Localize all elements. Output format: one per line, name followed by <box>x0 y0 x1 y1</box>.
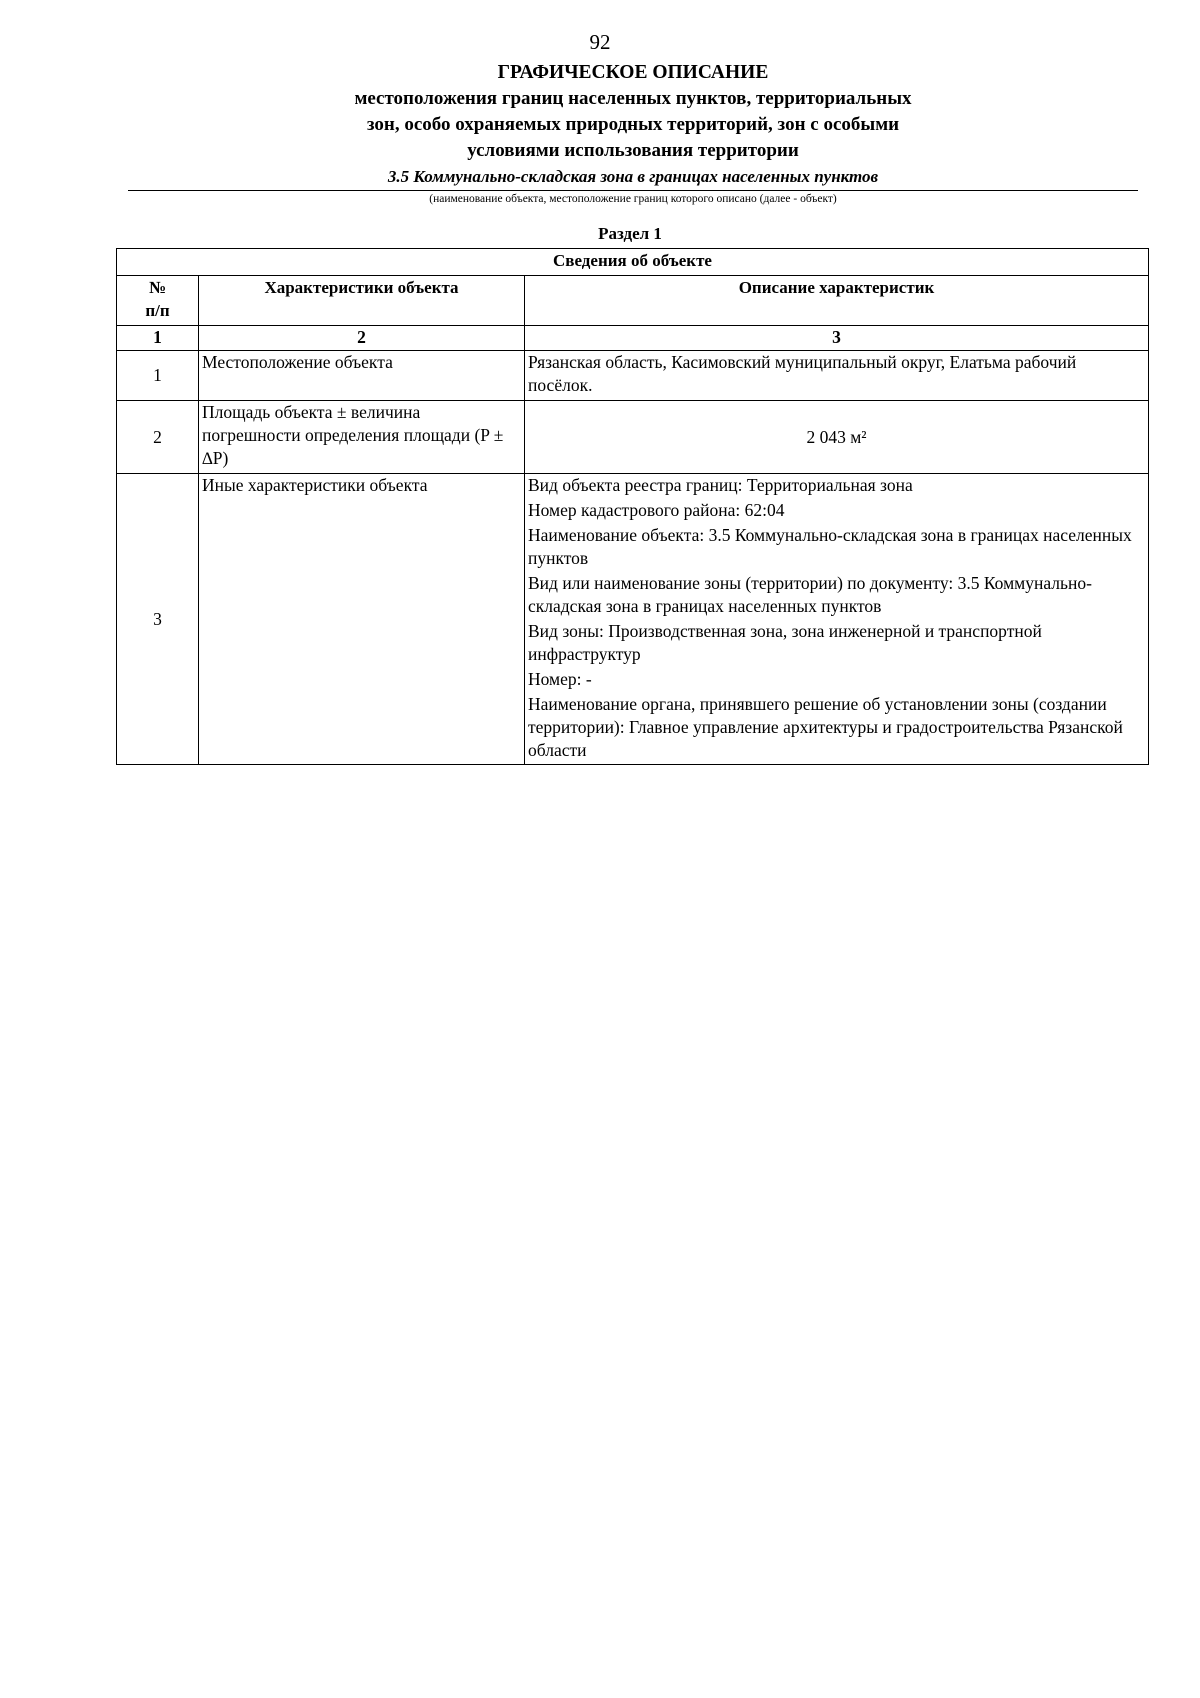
document-subtitle-line-1: местоположения границ населенных пунктов, территориальных <box>354 88 912 109</box>
object-info-table <box>116 248 1149 765</box>
page-number: 92 <box>589 30 611 54</box>
object-name: 3.5 Коммунально-складская зона в границах населенных пунктов <box>128 166 1138 191</box>
table-row <box>117 474 1149 765</box>
table-caption-row <box>117 249 1149 276</box>
column-number: 3 <box>525 326 1149 351</box>
table-caption: Сведения об объекте <box>117 249 1149 276</box>
row-characteristic: Иные характеристики объекта <box>199 474 525 765</box>
column-header-characteristic: Характеристики объекта <box>199 276 525 326</box>
row-description: Рязанская область, Касимовский муниципальный округ, Елатьма рабочий посёлок. <box>525 351 1149 401</box>
column-number: 2 <box>199 326 525 351</box>
document-subtitle-line-2: зон, особо охраняемых природных территорий, зон с особыми <box>366 114 900 135</box>
row-number: 2 <box>117 401 199 474</box>
row-description: 2 043 м² <box>525 401 1149 474</box>
section-title: Раздел 1 <box>598 224 662 243</box>
description-line: Наименование объекта: 3.5 Коммунально-складская зона в границах населенных пунктов <box>528 525 1132 568</box>
description-line: Вид или наименование зоны (территории) по документу: 3.5 Коммунально-складская зона в границах населенных пунктов <box>528 573 1092 616</box>
column-numbers-row <box>117 326 1149 351</box>
row-number: 3 <box>117 474 199 765</box>
column-header-description: Описание характеристик <box>525 276 1149 326</box>
description-line: Вид зоны: Производственная зона, зона инженерной и транспортной инфраструктур <box>528 621 1042 664</box>
description-line: Номер кадастрового района: 62:04 <box>528 500 785 520</box>
row-number: 1 <box>117 351 199 401</box>
description-line: Вид объекта реестра границ: Территориальная зона <box>528 475 913 495</box>
table-row <box>117 401 1149 474</box>
description-line: Номер: - <box>528 669 592 689</box>
document-header <box>128 59 1138 207</box>
row-characteristic: Местоположение объекта <box>199 351 525 401</box>
row-characteristic: Площадь объекта ± величина погрешности определения площади (P ± ∆P) <box>199 401 525 474</box>
column-number: 1 <box>117 326 199 351</box>
row-description <box>525 474 1149 765</box>
object-name-caption: (наименование объекта, местоположение границ которого описано (далее - объект) <box>429 193 837 205</box>
document-title: ГРАФИЧЕСКОЕ ОПИСАНИЕ <box>497 62 769 83</box>
description-line: Наименование органа, принявшего решение об установлении зоны (создании территории): Главное управление архитектуры и градостроительства Рязанской области <box>528 694 1123 760</box>
table-row <box>117 351 1149 401</box>
document-subtitle-line-3: условиями использования территории <box>467 140 799 161</box>
table-header-row <box>117 276 1149 326</box>
column-header-number: № п/п <box>117 276 199 326</box>
